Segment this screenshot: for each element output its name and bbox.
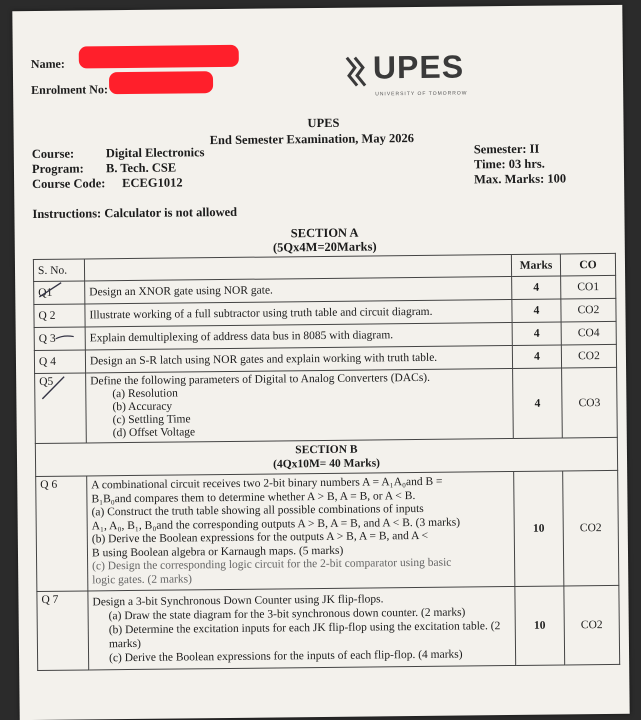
question-text: Explain demultiplexing of address data bus in 8085 with diagram. — [85, 322, 512, 349]
question-co: CO2 — [561, 298, 616, 322]
question-co: CO3 — [562, 367, 618, 438]
question-line: A₁, A₀, B₁, B₀and the corresponding outputs A > B, A = B, and A < B. (3 marks) — [91, 516, 461, 532]
question-line: B₁B₀and compares them to determine whether A > B, A = B, or A < B. — [91, 489, 416, 505]
question-part: (d) Offset Voltage — [112, 426, 196, 440]
question-part: (c) Derive the Boolean expressions for the inputs of each flip-flop. (4 marks) — [109, 648, 463, 665]
question-text: Define the following parameters of Digital to Analog Converters (DACs). — [90, 371, 431, 388]
logo-tagline: UNIVERSITY OF TOMORROW — [375, 90, 468, 98]
course-label: Course: — [31, 146, 75, 162]
question-part: (b) Determine the excitation inputs for each JK flip-flop using the excitation table. (2 marks) — [108, 620, 501, 651]
name-label: Name: — [30, 56, 65, 72]
question-co: CO4 — [561, 321, 616, 345]
question-number: Q 4 — [34, 350, 85, 374]
question-text: Illustrate working of a full subtractor using truth table and circuit diagram. — [85, 299, 512, 326]
question-co: CO2 — [561, 344, 616, 368]
col-co-header: CO — [560, 253, 615, 276]
question-part: (c) Settling Time — [112, 413, 191, 427]
program-label: Program: — [31, 161, 84, 177]
question-marks: 4 — [512, 276, 561, 300]
question-line: B using Boolean algebra or Karnaugh maps. (5 marks) — [91, 544, 344, 559]
question-part: (b) Accuracy — [112, 400, 173, 414]
question-text: Design an S-R latch using NOR gates and explain working with truth table. — [85, 345, 512, 372]
question-number: Q 6 — [36, 476, 88, 592]
question-line: (b) Derive the Boolean expressions for the outputs A > B, A = B, and A < — [91, 529, 429, 546]
enrolment-label: Enrolment No: — [31, 82, 108, 98]
course-code-label: Course Code: — [32, 176, 106, 192]
question-co: CO2 — [563, 470, 619, 586]
semester: Semester: II — [473, 141, 540, 157]
course-value: Digital Electronics — [105, 145, 205, 161]
exam-title: End Semester Examination, May 2026 — [209, 131, 415, 148]
max-marks: Max. Marks: 100 — [474, 171, 567, 187]
pen-mark-icon — [35, 281, 77, 431]
upes-logo-icon — [343, 53, 373, 89]
enrolment-redaction — [109, 71, 213, 94]
question-marks: 4 — [512, 345, 561, 369]
question-part: (a) Draw the state diagram for the 3-bit synchronous down counter. (2 marks) — [108, 606, 466, 623]
question-number: Q 7 — [37, 591, 89, 671]
course-code-value: ECEG1012 — [122, 175, 183, 191]
question-marks: 4 — [512, 299, 561, 323]
instructions: Instructions: Calculator is not allowed — [32, 204, 238, 222]
question-marks: 4 — [513, 368, 563, 439]
name-redaction — [79, 45, 239, 69]
question-line: Design a 3-bit Synchronous Down Counter using JK flip-flops. — [92, 593, 384, 609]
question-number: Q 2 — [34, 304, 85, 328]
question-marks: 10 — [515, 586, 565, 666]
logo-text: UPES — [372, 48, 465, 86]
question-line: (c) Design the corresponding logic circuit for the 2-bit comparator using basic — [92, 556, 452, 573]
table-row — [37, 585, 620, 670]
section-a-subtitle: (5Qx4M=20Marks) — [272, 239, 377, 255]
exam-paper — [12, 5, 629, 720]
question-text-block — [87, 471, 515, 590]
question-part: (a) Resolution — [112, 387, 178, 401]
question-table — [33, 253, 620, 671]
question-text-block — [86, 368, 514, 442]
section-a-title: SECTION A — [290, 225, 359, 241]
question-co: CO1 — [561, 275, 616, 299]
time: Time: 03 hrs. — [473, 156, 545, 172]
university-title: UPES — [307, 115, 340, 131]
section-b-subtitle: (4Qx10M= 40 Marks) — [273, 457, 381, 471]
question-text-block — [88, 586, 516, 669]
col-sno-header: S. No. — [33, 259, 84, 282]
question-line: A combinational circuit receives two 2-bit binary numbers A = A₁A₀and B = — [91, 475, 443, 492]
section-b-title: SECTION B — [295, 443, 358, 457]
program-value: B. Tech. CSE — [105, 160, 177, 176]
col-marks-header: Marks — [511, 254, 560, 277]
question-marks: 10 — [514, 471, 564, 587]
question-text: Design an XNOR gate using NOR gate. — [85, 276, 512, 303]
question-co: CO2 — [564, 585, 620, 665]
table-row — [36, 470, 619, 591]
question-number: Q 3 — [34, 327, 85, 351]
table-row — [35, 367, 618, 443]
question-line: logic gates. (2 marks) — [92, 572, 192, 586]
question-number: Q5 — [35, 373, 87, 444]
question-line: (a) Construct the truth table showing all possible combinations of inputs — [91, 502, 424, 519]
question-marks: 4 — [512, 322, 561, 346]
question-number: Q1 — [34, 281, 85, 305]
